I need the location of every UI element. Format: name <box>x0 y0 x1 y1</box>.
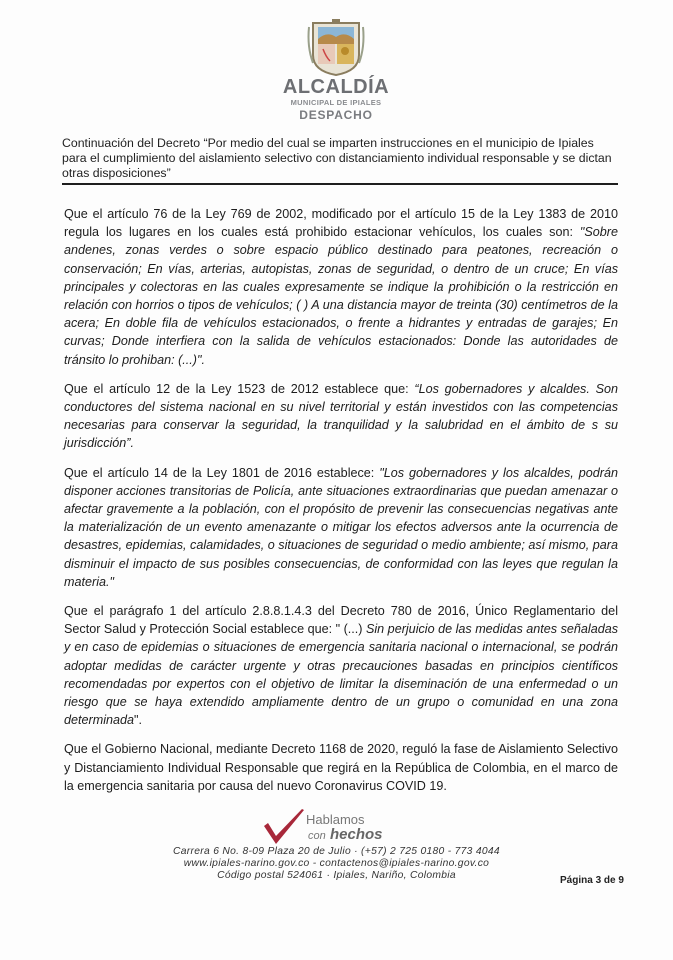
paragraph-quote: “Los gobernadores y alcaldes. Son conductores del sistema nacional en su nivel territorial y están investidos con las competencias necesarias para conservar la seguridad, la tranquilidad y la salubridad en el ámbito de s su jurisdicción”. <box>64 381 618 451</box>
paragraph-ley-1523 <box>64 380 618 453</box>
footer-address <box>100 846 573 882</box>
document-body <box>64 205 618 806</box>
footer-contact-line: www.ipiales-narino.gov.co - contactenos@ipiales-narino.gov.co <box>183 858 490 869</box>
letterhead-subtitle: MUNICIPAL DE IPIALES <box>290 98 382 107</box>
page-number: Página 3 de 9 <box>560 875 624 886</box>
checkmark-icon <box>264 809 304 844</box>
paragraph-ley-769 <box>64 205 618 369</box>
paragraph-text: Que el parágrafo 1 del artículo 2.8.8.1.4.3 del Decreto 780 de 2016, Único Reglamentario del Sector Salud y Protección Social establece que: " (...) <box>64 604 618 637</box>
paragraph-ley-1801 <box>64 464 618 591</box>
paragraph-quote: "Los gobernadores y los alcaldes, podrán disponer acciones transitorias de Policía, ante situaciones extraordinarias que puedan amenazar o afectar gravemente a la población, con el propósito de prevenir las consecuencias negativas ante la materialización de un evento amenazante o mitigar los efectos adversos ante la ocurrencia de desastres, epidemias, calamidades, o situaciones de seguridad o medio ambiente; así mismo, para disminuir el impacto de sus posibles consecuencias, de conformidad con las leyes que regulan la materia." <box>64 465 618 589</box>
municipal-crest-icon <box>305 17 367 77</box>
letterhead-title: ALCALDÍA <box>282 76 390 98</box>
footer-address-line: Carrera 6 No. 8-09 Plaza 20 de Julio · (+57) 2 725 0180 - 773 4044 <box>173 846 500 857</box>
letterhead-office: DESPACHO <box>299 108 373 122</box>
paragraph-text: Que el Gobierno Nacional, mediante Decreto 1168 de 2020, reguló la fase de Aislamiento Selectivo y Distanciamiento Individual Responsable que regirá en la República de Colombia, en el marco de la emergencia sanitaria por causa del nuevo Coronavirus COVID 19. <box>64 742 618 793</box>
decree-continuation-note: Continuación del Decreto “Por medio del cual se imparten instrucciones en el municipio de Ipiales para el cumplimiento del aislamiento selectivo con distanciamiento individual responsable y se dictan otras disposiciones” <box>62 136 612 180</box>
slogan-line1: Hablamos <box>306 812 365 827</box>
footer-postal-line: Código postal 524061 · Ipiales, Nariño, Colombia <box>217 870 456 881</box>
paragraph-quote: "Sobre andenes, zonas verdes o sobre espacio público destinado para peatones, recreación o conservación; En vías, arterias, autopistas, zonas de seguridad, o dentro de un cruce; En vías principales y colectoras en las cuales expresamente se indique la prohibición o la restricción en relación con horrios o tipos de vehículos; ( ) A una distancia mayor de treinta (30) centímetros de la acera; En doble fila de vehículos estacionados, o frente a hidrantes y entradas de garajes; En curvas; Donde interfiera con la salida de vehículos estacionados: Donde las autoridades de tránsito lo prohiban: (...)". <box>64 225 618 367</box>
slogan-prefix: con <box>308 830 326 842</box>
paragraph-decreto-1168 <box>64 740 618 795</box>
paragraph-tail: ". <box>134 713 142 728</box>
paragraph-text: Que el artículo 12 de la Ley 1523 de 2012 establece que: <box>64 381 415 396</box>
paragraph-decreto-780 <box>64 602 618 729</box>
hablamos-con-hechos-logo <box>258 806 398 848</box>
letterhead <box>236 76 436 122</box>
slogan-bold: hechos <box>330 826 383 843</box>
paragraph-text: Que el artículo 14 de la Ley 1801 de 2016 establece: <box>64 465 380 480</box>
header-divider <box>62 183 618 185</box>
paragraph-text: Que el artículo 76 de la Ley 769 de 2002, modificado por el artículo 15 de la Ley 1383 de 2010 regula los lugares en los cuales está prohibido estacionar vehículos, los cuales son: <box>64 207 618 240</box>
paragraph-quote: Sin perjuicio de las medidas antes señaladas y en caso de epidemias o situaciones de emergencia sanitaria nacional o internacional, se podrán adoptar medidas de carácter urgente y otras precauciones basadas en principios científicos recomendadas por expertos con el objetivo de limitar la diseminación de una enfermedad o un riesgo que se haya extendido ampliamente dentro de un grupo o comunidad en una zona determinada <box>64 622 619 728</box>
